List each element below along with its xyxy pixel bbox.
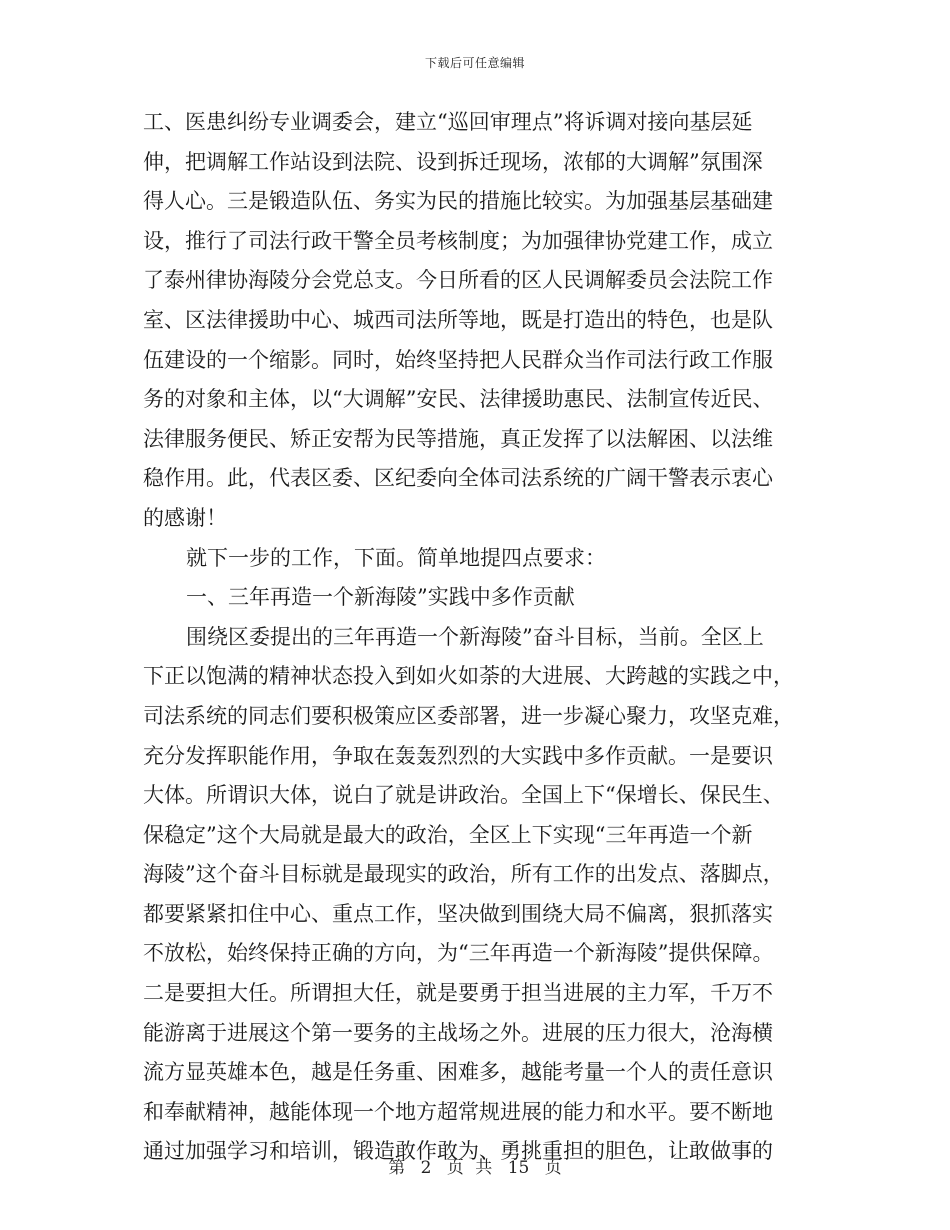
body-line-27: 通过加强学习和培训，锻造敢作敢为、勇挑重担的胆色，让敢做事的: [143, 1139, 773, 1164]
body-line-18: 大体。所谓识大体，说白了就是讲政治。全国上下“保增长、保民生、: [143, 783, 784, 808]
current-page-number: 2: [420, 1158, 432, 1178]
body-line-5: 了泰州律协海陵分会党总支。今日所看的区人民调解委员会法院工作: [143, 268, 773, 293]
body-line-25: 流方显英雄本色，越是任务重、困难多，越能考量一个人的责任意识: [143, 1060, 773, 1085]
page-footer: [0, 1153, 950, 1178]
total-page-count: 15: [507, 1158, 530, 1178]
body-line-15: 下正以饱满的精神状态投入到如火如荼的大进展、大跨越的实践之中，: [143, 664, 794, 689]
body-line-10: 稳作用。此，代表区委、区纪委向全体司法系统的广阔干警表示衷心: [143, 466, 773, 491]
body-line-19: 保稳定”这个大局就是最大的政治，全区上下实现“三年再造一个新: [143, 822, 753, 847]
body-line-1: 工、医患纠纷专业调委会，建立“巡回审理点”将诉调对接向基层延: [143, 110, 753, 134]
body-line-9: 法律服务便民、矫正安帮为民等措施，真正发挥了以法解困、以法维: [143, 426, 773, 451]
body-line-4: 设，推行了司法行政干警全员考核制度；为加强律协党建工作，成立: [143, 228, 773, 253]
document-body: [143, 103, 803, 1172]
body-line-21: 都要紧紧扣住中心、重点工作，坚决做到围绕大局不偏离，狠抓落实: [143, 901, 773, 926]
body-line-12: 就下一步的工作，下面。简单地提四点要求：: [186, 545, 606, 570]
body-line-11: 的感谢！: [143, 505, 227, 530]
body-line-14: 围绕区委提出的三年再造一个新海陵”奋斗目标，当前。全区上: [186, 624, 764, 649]
body-line-24: 能游离于进展这个第一要务的主战场之外。进展的压力很大，沧海横: [143, 1020, 773, 1045]
footer-prefix: 第: [388, 1158, 406, 1178]
body-line-2: 伸，把调解工作站设到法院、设到拆迁现场，浓郁的大调解”氛围深: [143, 149, 763, 174]
page-header: 下载后可任意编辑: [424, 56, 525, 70]
body-line-3: 得人心。三是锻造队伍、务实为民的措施比较实。为加强基层基础建: [143, 189, 773, 214]
body-line-17: 充分发挥职能作用，争取在轰轰烈烈的大实践中多作贡献。一是要识: [143, 743, 773, 768]
body-line-8: 务的对象和主体，以“大调解”安民、法律援助惠民、法制宣传近民、: [143, 387, 774, 412]
footer-suffix: 页: [544, 1158, 562, 1178]
body-line-26: 和奉献精神，越能体现一个地方超常规进展的能力和水平。要不断地: [143, 1099, 773, 1124]
body-line-16: 司法系统的同志们要积极策应区委部署，进一步凝心聚力，攻坚克难，: [143, 703, 794, 728]
body-line-20: 海陵”这个奋斗目标就是最现实的政治，所有工作的出发点、落脚点，: [143, 862, 784, 887]
body-line-22: 不放松，始终保持正确的方向，为“三年再造一个新海陵”提供保障。: [143, 941, 774, 966]
section-heading: 一、三年再造一个新海陵”实践中多作贡献: [186, 585, 575, 610]
body-line-7: 伍建设的一个缩影。同时，始终坚持把人民群众当作司法行政工作服: [143, 347, 773, 372]
footer-middle: 页 共: [446, 1158, 493, 1178]
body-line-6: 室、区法律援助中心、城西司法所等地，既是打造出的特色，也是队: [143, 307, 773, 332]
body-line-23: 二是要担大任。所谓担大任，就是要勇于担当进展的主力军，千万不: [143, 981, 773, 1006]
